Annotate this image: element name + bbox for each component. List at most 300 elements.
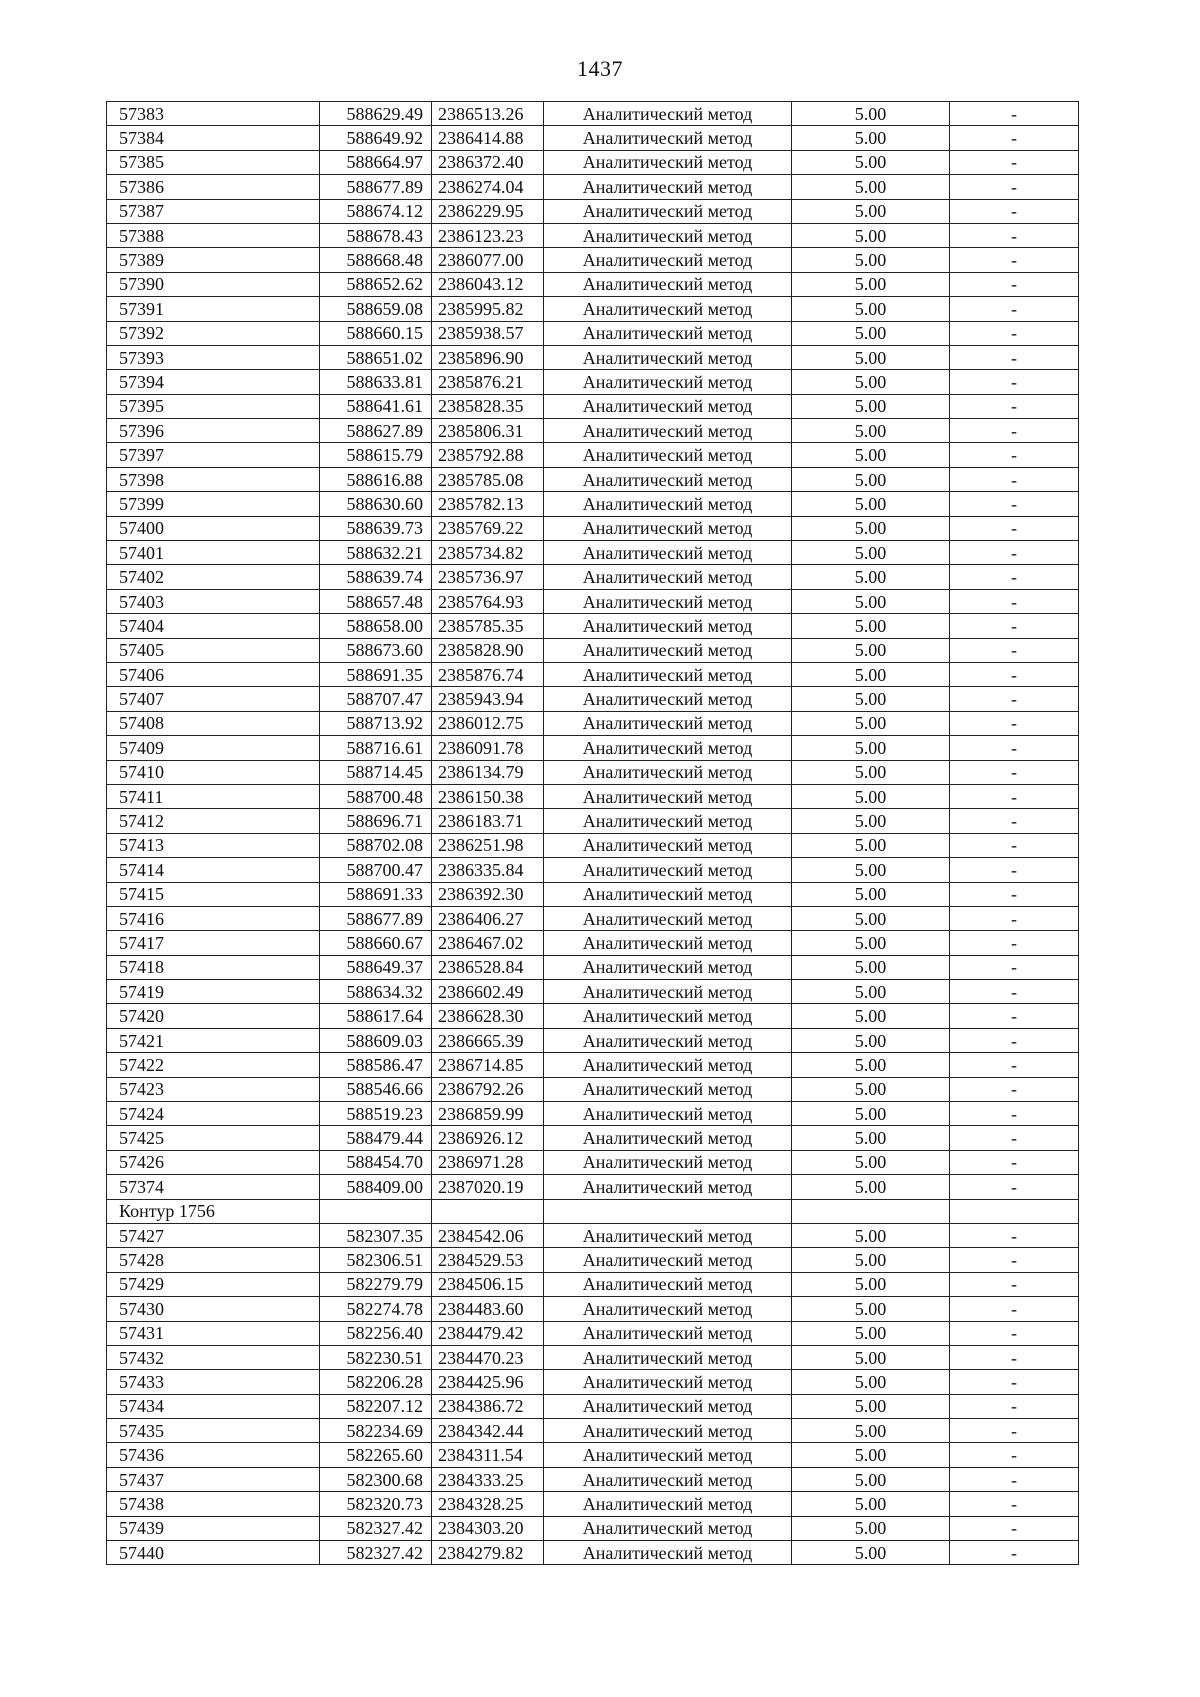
y-coordinate-cell: 2385792.88 (432, 443, 544, 467)
method-cell: Аналитический метод (544, 882, 792, 906)
x-coordinate-cell: 588641.61 (320, 394, 432, 418)
precision-cell: 5.00 (792, 370, 950, 394)
point-id-cell: 57396 (107, 419, 320, 443)
description-cell: - (950, 175, 1079, 199)
point-id-cell: 57404 (107, 614, 320, 638)
description-cell: - (950, 955, 1079, 979)
point-id-cell: 57398 (107, 467, 320, 491)
point-id-cell: 57432 (107, 1345, 320, 1369)
description-cell: - (950, 1053, 1079, 1077)
description-cell: - (950, 394, 1079, 418)
description-cell: - (950, 102, 1079, 126)
point-id-cell: 57437 (107, 1467, 320, 1491)
table-row (107, 614, 1079, 638)
table-row (107, 1028, 1079, 1052)
y-coordinate-cell: 2386414.88 (432, 126, 544, 150)
method-cell: Аналитический метод (544, 1004, 792, 1028)
table-row (107, 833, 1079, 857)
point-id-cell: 57421 (107, 1028, 320, 1052)
method-cell: Аналитический метод (544, 1028, 792, 1052)
x-coordinate-cell: 588677.89 (320, 906, 432, 930)
point-id-cell: 57424 (107, 1102, 320, 1126)
x-coordinate-cell: 588668.48 (320, 248, 432, 272)
precision-cell: 5.00 (792, 931, 950, 955)
point-id-cell: 57386 (107, 175, 320, 199)
x-coordinate-cell: 582320.73 (320, 1492, 432, 1516)
description-cell: - (950, 199, 1079, 223)
table-row (107, 443, 1079, 467)
point-id-cell: 57427 (107, 1223, 320, 1247)
description-cell: - (950, 809, 1079, 833)
point-id-cell: 57414 (107, 858, 320, 882)
point-id-cell: 57420 (107, 1004, 320, 1028)
y-coordinate-cell: 2386628.30 (432, 1004, 544, 1028)
point-id-cell: 57413 (107, 833, 320, 857)
point-id-cell: 57392 (107, 321, 320, 345)
description-cell: - (950, 419, 1079, 443)
y-coordinate-cell: 2384425.96 (432, 1370, 544, 1394)
method-cell: Аналитический метод (544, 150, 792, 174)
method-cell: Аналитический метод (544, 1467, 792, 1491)
description-cell: - (950, 833, 1079, 857)
table-row (107, 1248, 1079, 1272)
point-id-cell: 57387 (107, 199, 320, 223)
table-row (107, 223, 1079, 247)
method-cell: Аналитический метод (544, 833, 792, 857)
description-cell: - (950, 345, 1079, 369)
method-cell: Аналитический метод (544, 589, 792, 613)
table-row (107, 760, 1079, 784)
point-id-cell: 57411 (107, 784, 320, 808)
description-cell: - (950, 1102, 1079, 1126)
point-id-cell: 57412 (107, 809, 320, 833)
point-id-cell: 57407 (107, 687, 320, 711)
x-coordinate-cell: 588696.71 (320, 809, 432, 833)
precision-cell: 5.00 (792, 467, 950, 491)
y-coordinate-cell: 2384386.72 (432, 1394, 544, 1418)
precision-cell: 5.00 (792, 736, 950, 760)
precision-cell: 5.00 (792, 1028, 950, 1052)
precision-cell: 5.00 (792, 1077, 950, 1101)
y-coordinate-cell: 2386077.00 (432, 248, 544, 272)
method-cell: Аналитический метод (544, 297, 792, 321)
precision-cell: 5.00 (792, 248, 950, 272)
y-coordinate-cell: 2385769.22 (432, 516, 544, 540)
table-row (107, 1394, 1079, 1418)
point-id-cell: 57439 (107, 1516, 320, 1540)
point-id-cell: 57416 (107, 906, 320, 930)
table-row (107, 394, 1079, 418)
point-id-cell: 57385 (107, 150, 320, 174)
point-id-cell: 57401 (107, 541, 320, 565)
description-cell: - (950, 370, 1079, 394)
y-coordinate-cell: 2386792.26 (432, 1077, 544, 1101)
x-coordinate-cell: 588714.45 (320, 760, 432, 784)
table-row (107, 809, 1079, 833)
method-cell: Аналитический метод (544, 1541, 792, 1565)
y-coordinate-cell: 2386467.02 (432, 931, 544, 955)
precision-cell: 5.00 (792, 662, 950, 686)
method-cell: Аналитический метод (544, 980, 792, 1004)
y-coordinate-cell: 2385828.90 (432, 638, 544, 662)
description-cell: - (950, 1150, 1079, 1174)
description-cell: - (950, 1492, 1079, 1516)
precision-cell: 5.00 (792, 126, 950, 150)
table-row (107, 126, 1079, 150)
point-id-cell: 57433 (107, 1370, 320, 1394)
table-row (107, 102, 1079, 126)
description-cell: - (950, 589, 1079, 613)
y-coordinate-cell: 2386123.23 (432, 223, 544, 247)
table-row (107, 1077, 1079, 1101)
x-coordinate-cell: 582327.42 (320, 1516, 432, 1540)
precision-cell: 5.00 (792, 1272, 950, 1296)
y-coordinate-cell: 2385736.97 (432, 565, 544, 589)
point-id-cell: 57403 (107, 589, 320, 613)
method-cell: Аналитический метод (544, 1516, 792, 1540)
point-id-cell: 57393 (107, 345, 320, 369)
x-coordinate-cell: 588649.37 (320, 955, 432, 979)
table-row (107, 419, 1079, 443)
precision-cell: 5.00 (792, 223, 950, 247)
x-coordinate-cell: 582279.79 (320, 1272, 432, 1296)
precision-cell: 5.00 (792, 1370, 950, 1394)
method-cell (544, 1199, 792, 1223)
y-coordinate-cell: 2385785.08 (432, 467, 544, 491)
table-row (107, 516, 1079, 540)
y-coordinate-cell: 2385782.13 (432, 492, 544, 516)
x-coordinate-cell: 588630.60 (320, 492, 432, 516)
description-cell: - (950, 1248, 1079, 1272)
y-coordinate-cell: 2384506.15 (432, 1272, 544, 1296)
description-cell: - (950, 467, 1079, 491)
precision-cell: 5.00 (792, 833, 950, 857)
point-id-cell: 57429 (107, 1272, 320, 1296)
y-coordinate-cell: 2387020.19 (432, 1175, 544, 1199)
table-row (107, 955, 1079, 979)
table-row (107, 492, 1079, 516)
description-cell: - (950, 223, 1079, 247)
method-cell: Аналитический метод (544, 394, 792, 418)
method-cell: Аналитический метод (544, 858, 792, 882)
description-cell: - (950, 736, 1079, 760)
y-coordinate-cell: 2386274.04 (432, 175, 544, 199)
y-coordinate-cell: 2384529.53 (432, 1248, 544, 1272)
method-cell: Аналитический метод (544, 126, 792, 150)
y-coordinate-cell: 2384279.82 (432, 1541, 544, 1565)
precision-cell: 5.00 (792, 1419, 950, 1443)
x-coordinate-cell: 588409.00 (320, 1175, 432, 1199)
description-cell: - (950, 492, 1079, 516)
x-coordinate-cell: 588634.32 (320, 980, 432, 1004)
point-id-cell: 57402 (107, 565, 320, 589)
point-id-cell: 57417 (107, 931, 320, 955)
x-coordinate-cell: 582206.28 (320, 1370, 432, 1394)
y-coordinate-cell: 2386372.40 (432, 150, 544, 174)
x-coordinate-cell: 588632.21 (320, 541, 432, 565)
method-cell: Аналитический метод (544, 662, 792, 686)
method-cell: Аналитический метод (544, 931, 792, 955)
table-row (107, 711, 1079, 735)
description-cell: - (950, 565, 1079, 589)
method-cell: Аналитический метод (544, 565, 792, 589)
table-row (107, 1492, 1079, 1516)
description-cell: - (950, 1541, 1079, 1565)
x-coordinate-cell: 582274.78 (320, 1297, 432, 1321)
method-cell: Аналитический метод (544, 1443, 792, 1467)
table-row (107, 784, 1079, 808)
x-coordinate-cell: 588615.79 (320, 443, 432, 467)
y-coordinate-cell: 2385995.82 (432, 297, 544, 321)
table-row (107, 882, 1079, 906)
description-cell: - (950, 662, 1079, 686)
x-coordinate-cell: 588660.67 (320, 931, 432, 955)
table-row (107, 662, 1079, 686)
precision-cell: 5.00 (792, 784, 950, 808)
table-row (107, 589, 1079, 613)
precision-cell: 5.00 (792, 1248, 950, 1272)
precision-cell: 5.00 (792, 394, 950, 418)
table-row (107, 638, 1079, 662)
method-cell: Аналитический метод (544, 1394, 792, 1418)
description-cell: - (950, 1419, 1079, 1443)
method-cell: Аналитический метод (544, 516, 792, 540)
description-cell: - (950, 1370, 1079, 1394)
description-cell: - (950, 1297, 1079, 1321)
table-row (107, 1419, 1079, 1443)
precision-cell: 5.00 (792, 565, 950, 589)
method-cell: Аналитический метод (544, 1077, 792, 1101)
table-row (107, 1150, 1079, 1174)
description-cell: - (950, 1321, 1079, 1345)
method-cell: Аналитический метод (544, 1370, 792, 1394)
y-coordinate-cell: 2386150.38 (432, 784, 544, 808)
point-id-cell: 57395 (107, 394, 320, 418)
precision-cell: 5.00 (792, 955, 950, 979)
precision-cell: 5.00 (792, 687, 950, 711)
table-row (107, 1297, 1079, 1321)
y-coordinate-cell: 2386251.98 (432, 833, 544, 857)
point-id-cell: 57431 (107, 1321, 320, 1345)
x-coordinate-cell: 588700.47 (320, 858, 432, 882)
precision-cell: 5.00 (792, 1492, 950, 1516)
point-id-cell: 57419 (107, 980, 320, 1004)
precision-cell: 5.00 (792, 858, 950, 882)
x-coordinate-cell: 588479.44 (320, 1126, 432, 1150)
method-cell: Аналитический метод (544, 223, 792, 247)
point-id-cell: 57423 (107, 1077, 320, 1101)
y-coordinate-cell: 2386602.49 (432, 980, 544, 1004)
precision-cell: 5.00 (792, 1004, 950, 1028)
precision-cell: 5.00 (792, 297, 950, 321)
x-coordinate-cell: 588707.47 (320, 687, 432, 711)
x-coordinate-cell: 588651.02 (320, 345, 432, 369)
y-coordinate-cell: 2384470.23 (432, 1345, 544, 1369)
description-cell: - (950, 1394, 1079, 1418)
y-coordinate-cell: 2384328.25 (432, 1492, 544, 1516)
x-coordinate-cell: 588664.97 (320, 150, 432, 174)
point-id-cell: 57397 (107, 443, 320, 467)
x-coordinate-cell: 588702.08 (320, 833, 432, 857)
precision-cell: 5.00 (792, 1053, 950, 1077)
x-coordinate-cell: 588658.00 (320, 614, 432, 638)
description-cell: - (950, 541, 1079, 565)
method-cell: Аналитический метод (544, 419, 792, 443)
table-row (107, 175, 1079, 199)
point-id-cell: 57422 (107, 1053, 320, 1077)
x-coordinate-cell: 582234.69 (320, 1419, 432, 1443)
x-coordinate-cell: 588691.33 (320, 882, 432, 906)
point-id-cell: 57391 (107, 297, 320, 321)
precision-cell: 5.00 (792, 614, 950, 638)
x-coordinate-cell: 582300.68 (320, 1467, 432, 1491)
point-id-cell: 57430 (107, 1297, 320, 1321)
y-coordinate-cell: 2386665.39 (432, 1028, 544, 1052)
table-row (107, 272, 1079, 296)
description-cell: - (950, 321, 1079, 345)
method-cell: Аналитический метод (544, 784, 792, 808)
description-cell: - (950, 980, 1079, 1004)
y-coordinate-cell: 2385876.21 (432, 370, 544, 394)
method-cell: Аналитический метод (544, 321, 792, 345)
y-coordinate-cell: 2385764.93 (432, 589, 544, 613)
x-coordinate-cell: 588713.92 (320, 711, 432, 735)
description-cell: - (950, 1467, 1079, 1491)
x-coordinate-cell: 582265.60 (320, 1443, 432, 1467)
description-cell: - (950, 1028, 1079, 1052)
point-id-cell: 57438 (107, 1492, 320, 1516)
y-coordinate-cell: 2385806.31 (432, 419, 544, 443)
x-coordinate-cell: 588617.64 (320, 1004, 432, 1028)
precision-cell (792, 1199, 950, 1223)
precision-cell: 5.00 (792, 882, 950, 906)
point-id-cell: 57388 (107, 223, 320, 247)
description-cell: - (950, 516, 1079, 540)
method-cell: Аналитический метод (544, 1492, 792, 1516)
description-cell: - (950, 906, 1079, 930)
y-coordinate-cell: 2386012.75 (432, 711, 544, 735)
point-id-cell: 57434 (107, 1394, 320, 1418)
table-row (107, 1175, 1079, 1199)
method-cell: Аналитический метод (544, 687, 792, 711)
description-cell: - (950, 126, 1079, 150)
precision-cell: 5.00 (792, 541, 950, 565)
y-coordinate-cell: 2385734.82 (432, 541, 544, 565)
description-cell: - (950, 150, 1079, 174)
table-row (107, 150, 1079, 174)
method-cell: Аналитический метод (544, 1419, 792, 1443)
description-cell: - (950, 1126, 1079, 1150)
point-id-cell: 57400 (107, 516, 320, 540)
x-coordinate-cell: 588678.43 (320, 223, 432, 247)
precision-cell: 5.00 (792, 1126, 950, 1150)
precision-cell: 5.00 (792, 1516, 950, 1540)
y-coordinate-cell: 2384542.06 (432, 1223, 544, 1247)
y-coordinate-cell: 2385876.74 (432, 662, 544, 686)
y-coordinate-cell: 2386229.95 (432, 199, 544, 223)
table-row (107, 1345, 1079, 1369)
precision-cell: 5.00 (792, 419, 950, 443)
precision-cell: 5.00 (792, 516, 950, 540)
precision-cell: 5.00 (792, 1394, 950, 1418)
table-row (107, 1516, 1079, 1540)
precision-cell: 5.00 (792, 1175, 950, 1199)
y-coordinate-cell: 2385896.90 (432, 345, 544, 369)
x-coordinate-cell: 588639.74 (320, 565, 432, 589)
x-coordinate-cell: 588454.70 (320, 1150, 432, 1174)
table-row (107, 199, 1079, 223)
description-cell: - (950, 272, 1079, 296)
method-cell: Аналитический метод (544, 272, 792, 296)
table-row (107, 321, 1079, 345)
method-cell: Аналитический метод (544, 760, 792, 784)
precision-cell: 5.00 (792, 711, 950, 735)
description-cell: - (950, 1443, 1079, 1467)
y-coordinate-cell: 2384303.20 (432, 1516, 544, 1540)
point-id-cell: 57428 (107, 1248, 320, 1272)
x-coordinate-cell: 588674.12 (320, 199, 432, 223)
y-coordinate-cell: 2384342.44 (432, 1419, 544, 1443)
precision-cell: 5.00 (792, 1345, 950, 1369)
table-row (107, 1272, 1079, 1296)
x-coordinate-cell: 588691.35 (320, 662, 432, 686)
table-row (107, 687, 1079, 711)
precision-cell: 5.00 (792, 1467, 950, 1491)
precision-cell: 5.00 (792, 906, 950, 930)
precision-cell: 5.00 (792, 272, 950, 296)
x-coordinate-cell: 588519.23 (320, 1102, 432, 1126)
precision-cell: 5.00 (792, 1443, 950, 1467)
x-coordinate-cell: 588716.61 (320, 736, 432, 760)
y-coordinate-cell: 2384479.42 (432, 1321, 544, 1345)
description-cell: - (950, 248, 1079, 272)
description-cell: - (950, 1272, 1079, 1296)
table-row (107, 736, 1079, 760)
x-coordinate-cell: 588677.89 (320, 175, 432, 199)
x-coordinate-cell: 588657.48 (320, 589, 432, 613)
description-cell: - (950, 443, 1079, 467)
method-cell: Аналитический метод (544, 1053, 792, 1077)
y-coordinate-cell: 2386183.71 (432, 809, 544, 833)
y-coordinate-cell: 2386406.27 (432, 906, 544, 930)
page-number: 1437 (577, 56, 623, 81)
description-cell (950, 1199, 1079, 1223)
method-cell: Аналитический метод (544, 906, 792, 930)
method-cell: Аналитический метод (544, 467, 792, 491)
table-row (107, 1443, 1079, 1467)
description-cell: - (950, 784, 1079, 808)
description-cell: - (950, 1175, 1079, 1199)
precision-cell: 5.00 (792, 1150, 950, 1174)
y-coordinate-cell: 2386091.78 (432, 736, 544, 760)
y-coordinate-cell: 2385943.94 (432, 687, 544, 711)
table-row (107, 906, 1079, 930)
description-cell: - (950, 1345, 1079, 1369)
method-cell: Аналитический метод (544, 638, 792, 662)
description-cell: - (950, 931, 1079, 955)
point-id-cell: 57399 (107, 492, 320, 516)
method-cell: Аналитический метод (544, 955, 792, 979)
method-cell: Аналитический метод (544, 199, 792, 223)
y-coordinate-cell: 2386043.12 (432, 272, 544, 296)
coordinates-table (106, 101, 1079, 1565)
method-cell: Аналитический метод (544, 809, 792, 833)
y-coordinate-cell: 2386513.26 (432, 102, 544, 126)
method-cell: Аналитический метод (544, 1102, 792, 1126)
method-cell: Аналитический метод (544, 736, 792, 760)
description-cell: - (950, 1077, 1079, 1101)
y-coordinate-cell: 2385828.35 (432, 394, 544, 418)
